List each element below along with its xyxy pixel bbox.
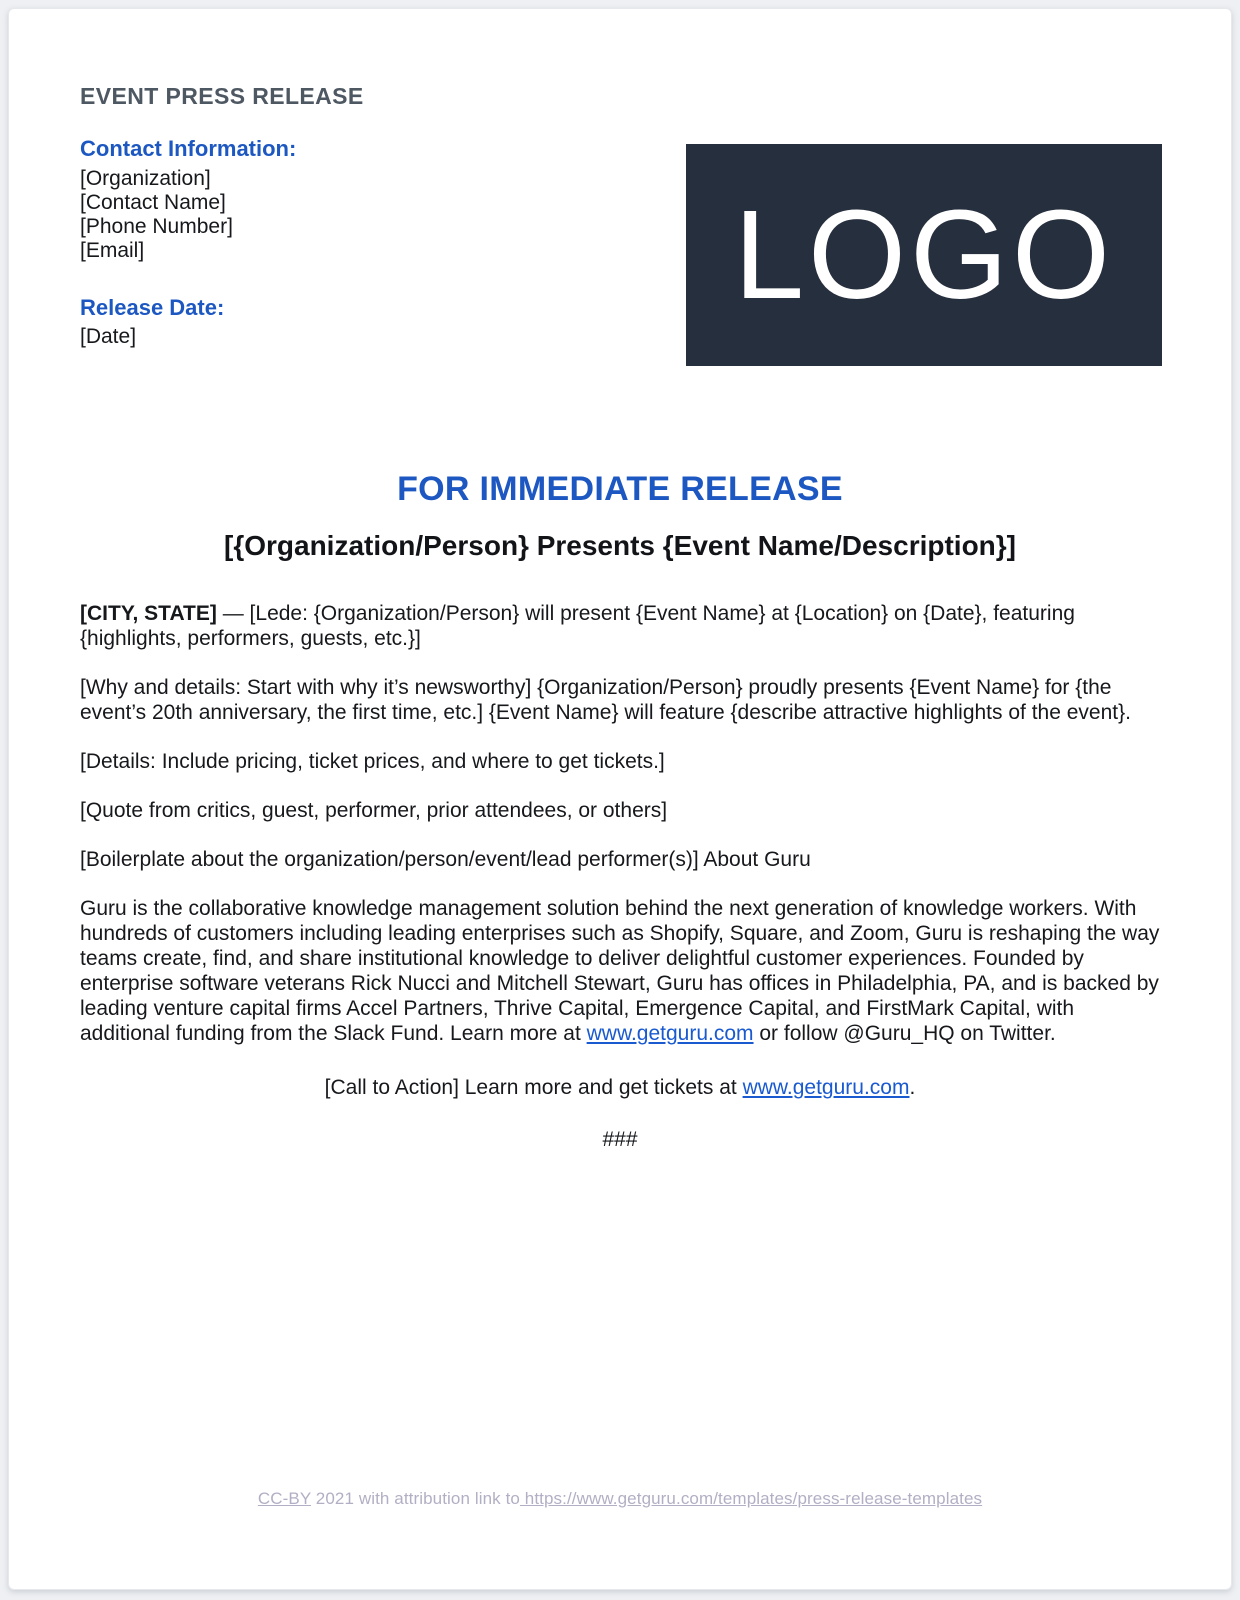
press-release-header: [80, 9, 1160, 366]
page-content: [9, 9, 1231, 1589]
logo-placeholder: [686, 144, 1162, 366]
release-date-heading: Release Date:: [80, 295, 225, 320]
cta-text-pre: [Call to Action] Learn more and get tickets at: [324, 1076, 743, 1099]
cc-by-link[interactable]: CC-BY: [257, 1489, 311, 1508]
document-type-label: EVENT PRESS RELEASE: [80, 83, 364, 109]
getguru-link-about[interactable]: www.getguru.com: [586, 1022, 754, 1045]
release-body: [80, 470, 1160, 1152]
contact-email: [Email]: [80, 239, 145, 262]
details-paragraph: [Details: Include pricing, ticket prices, and where to get tickets.]: [80, 750, 665, 773]
why-details-paragraph: [Why and details: Start with why it’s newsworthy] {Organization/Person} proudly presents {Event Name} for {the event’s 20th anniversary, the first time, etc.] {Event Name} will feature {describe attractive highlights of the event}.: [80, 676, 1131, 724]
about-text-post: or follow @Guru_HQ on Twitter.: [753, 1022, 1056, 1045]
getguru-link-cta[interactable]: www.getguru.com: [742, 1076, 910, 1099]
end-mark: ###: [602, 1128, 638, 1151]
contact-organization: [Organization]: [80, 167, 211, 190]
attribution-footer: [9, 1489, 1231, 1509]
template-url-link[interactable]: https://www.getguru.com/templates/press-release-templates: [519, 1489, 983, 1508]
release-date-value: [Date]: [80, 325, 137, 348]
lede-text: — [Lede: {Organization/Person} will present {Event Name} at {Location} on {Date}, featuring {highlights, performers, guests, etc.}]: [80, 602, 1075, 650]
contact-name: [Contact Name]: [80, 191, 226, 214]
about-text-pre: Guru is the collaborative knowledge management solution behind the next generation of knowledge workers. With hundreds of customers including leading enterprises such as Shopify, Square, and Zoom, Guru is reshaping the way teams create, find, and share institutional knowledge to deliver delightful customer experiences. Founded by enterprise software veterans Rick Nucci and Mitchell Stewart, Guru has offices in Philadelphia, PA, and is backed by leading venture capital firms Accel Partners, Thrive Capital, Emergence Capital, and FirstMark Capital, with additional funding from the Slack Fund. Learn more at: [80, 897, 1160, 1045]
boilerplate-paragraph: [Boilerplate about the organization/person/event/lead performer(s)] About Guru: [80, 848, 811, 871]
city-state-bold: [CITY, STATE]: [80, 602, 217, 625]
logo-text: LOGO: [733, 184, 1115, 325]
about-guru-paragraph: [80, 896, 1160, 1046]
lede-paragraph: [80, 601, 1160, 651]
attribution-text: 2021 with attribution link to: [310, 1489, 520, 1508]
contact-information-heading: Contact Information:: [80, 136, 297, 161]
call-to-action-paragraph: [80, 1075, 1160, 1100]
body-copy: [80, 601, 1160, 1152]
quote-paragraph: [Quote from critics, guest, performer, prior attendees, or others]: [80, 799, 668, 822]
cta-text-post: .: [909, 1076, 916, 1099]
contact-phone: [Phone Number]: [80, 215, 233, 238]
release-headline: [{Organization/Person} Presents {Event Name/Description}]: [224, 530, 1016, 561]
document-page: [8, 8, 1232, 1590]
for-immediate-release-title: FOR IMMEDIATE RELEASE: [397, 470, 843, 508]
